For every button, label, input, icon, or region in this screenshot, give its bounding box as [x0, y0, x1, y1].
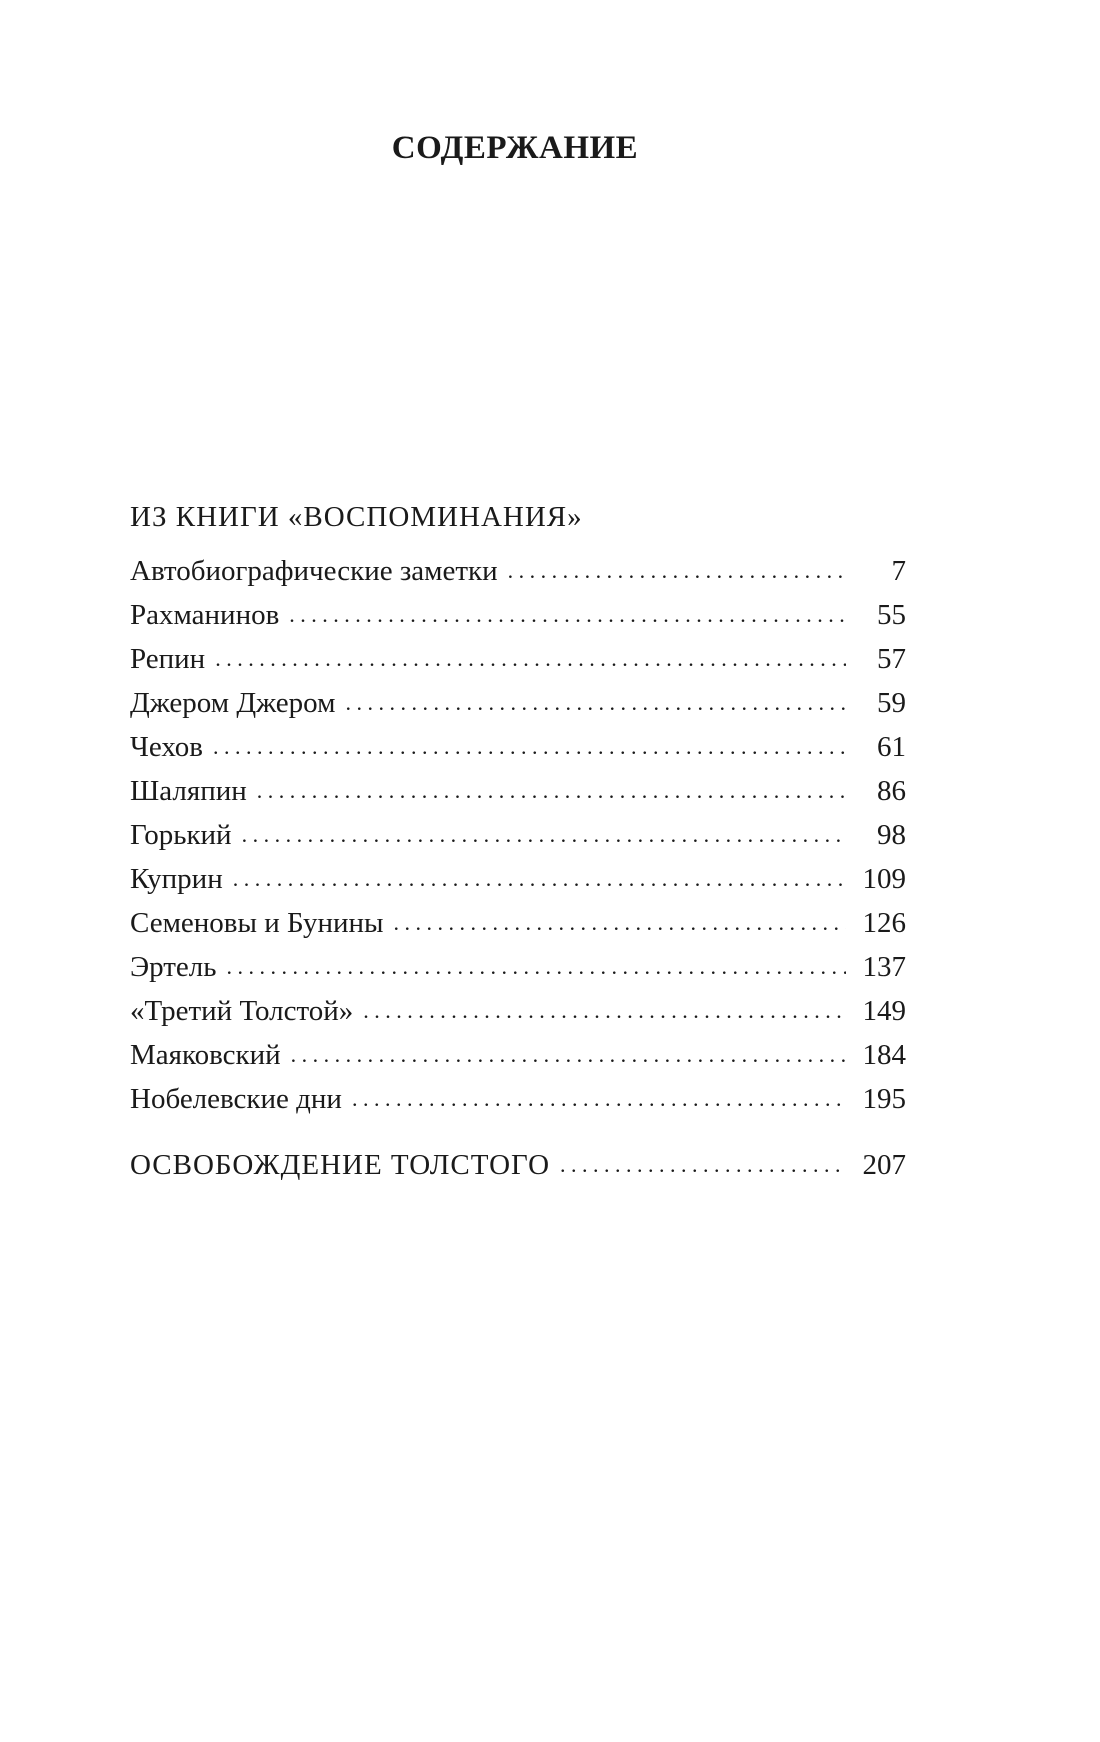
toc-entry[interactable] — [130, 1033, 906, 1077]
dot-leader — [363, 989, 846, 1033]
dot-leader — [213, 725, 846, 769]
toc-entry-page: 126 — [862, 907, 906, 939]
toc-entry[interactable] — [130, 681, 906, 725]
toc-entry-page: 59 — [877, 687, 906, 719]
toc-entry-page: 7 — [891, 555, 906, 587]
page-title: СОДЕРЖАНИЕ — [391, 130, 639, 166]
toc-entry-page: 137 — [862, 951, 906, 983]
toc-entry-title: Джером Джером — [130, 687, 336, 719]
toc-entry[interactable] — [130, 989, 906, 1033]
toc-entry[interactable] — [130, 857, 906, 901]
toc-entry-page: 57 — [877, 643, 906, 675]
dot-leader — [560, 1143, 846, 1187]
dot-leader — [233, 857, 846, 901]
toc-entry-title: Рахманинов — [130, 599, 280, 631]
dot-leader — [393, 901, 846, 945]
toc-entry[interactable] — [130, 637, 906, 681]
toc-entry-title: Чехов — [130, 731, 203, 763]
toc-entry-title: Куприн — [130, 863, 223, 895]
dot-leader — [352, 1077, 846, 1121]
toc-entry[interactable] — [130, 901, 906, 945]
toc-entry[interactable] — [130, 593, 906, 637]
dot-leader — [291, 1033, 846, 1077]
table-of-contents — [130, 495, 906, 1187]
toc-entry[interactable] — [130, 1077, 906, 1121]
dot-leader — [508, 549, 846, 593]
dot-leader — [242, 813, 846, 857]
dot-leader — [257, 769, 846, 813]
toc-entry-title: Горький — [130, 819, 232, 851]
toc-entry-page: 86 — [877, 775, 906, 807]
toc-entry-title: Эртель — [130, 951, 217, 983]
toc-entry-title: Семеновы и Бунины — [130, 907, 384, 939]
toc-entry[interactable] — [130, 769, 906, 813]
toc-entry-page: 98 — [877, 819, 906, 851]
toc-entry-title: Маяковский — [130, 1039, 281, 1071]
dot-leader — [227, 945, 846, 989]
toc-entry-title: Репин — [130, 643, 206, 675]
toc-entry-page: 195 — [862, 1083, 906, 1115]
toc-entry-page: 61 — [877, 731, 906, 763]
toc-entry[interactable] — [130, 813, 906, 857]
toc-entry-title: «Третий Толстой» — [130, 995, 354, 1027]
toc-entry-page: 207 — [862, 1149, 906, 1181]
toc-entry-page: 184 — [862, 1039, 906, 1071]
toc-section-heading: ИЗ КНИГИ «ВОСПОМИНАНИЯ» — [130, 501, 583, 533]
toc-entry-page: 55 — [877, 599, 906, 631]
toc-entry-title: Шаляпин — [130, 775, 247, 807]
toc-entry[interactable] — [130, 549, 906, 593]
toc-section-entry[interactable] — [130, 1143, 906, 1187]
dot-leader — [345, 681, 846, 725]
toc-section-title: ОСВОБОЖДЕНИЕ ТОЛСТОГО — [130, 1149, 551, 1181]
section-spacer — [130, 1121, 906, 1143]
toc-entry[interactable] — [130, 725, 906, 769]
toc-entry-page: 149 — [862, 995, 906, 1027]
dot-leader — [289, 593, 846, 637]
toc-entry[interactable] — [130, 945, 906, 989]
toc-entry-title: Нобелевские дни — [130, 1083, 342, 1115]
dot-leader — [215, 637, 846, 681]
toc-entry-title: Автобиографические заметки — [130, 555, 498, 587]
toc-entry-page: 109 — [862, 863, 906, 895]
